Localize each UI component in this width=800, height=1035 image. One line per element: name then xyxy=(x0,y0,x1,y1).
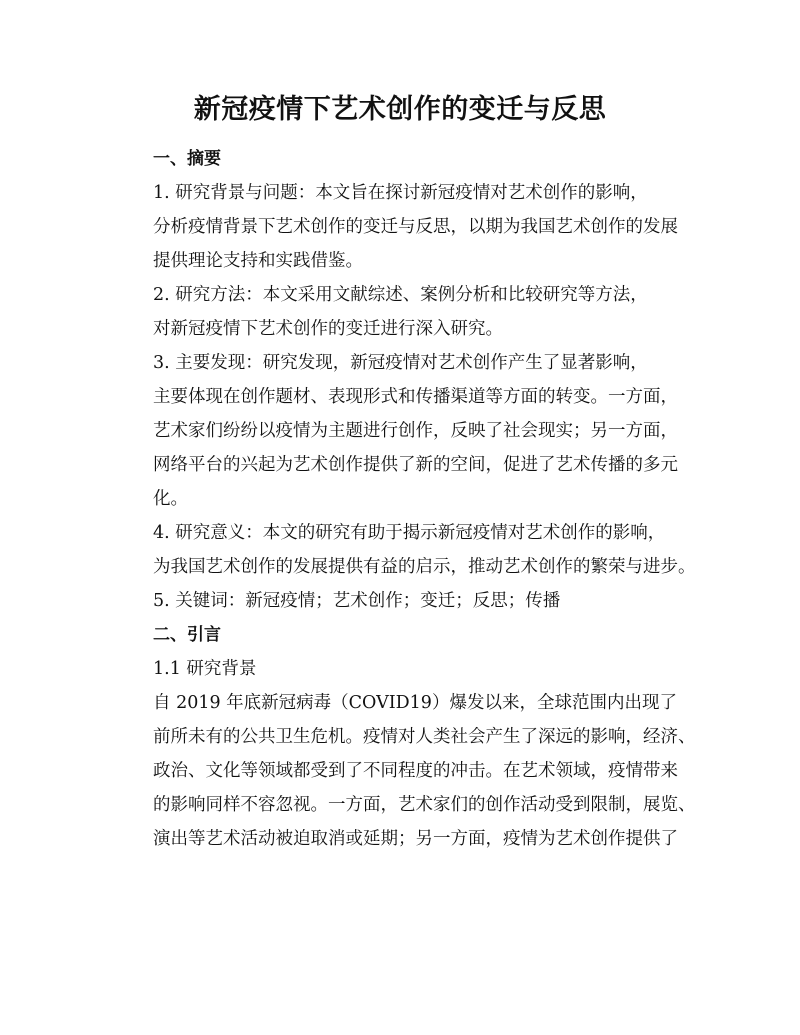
text-line: 的影响同样不容忽视。一方面，艺术家们的创作活动受到限制，展览、 xyxy=(153,795,696,815)
document-body xyxy=(118,142,698,856)
text-line: 2. 研究方法：本文采用文献综述、案例分析和比较研究等方法， xyxy=(153,285,648,305)
text-line: 4. 研究意义：本文的研究有助于揭示新冠疫情对艺术创作的影响， xyxy=(153,523,666,543)
section-heading-introduction: 二、引言 xyxy=(153,625,221,645)
abstract-item-1 xyxy=(118,176,698,278)
text-line: 主要体现在创作题材、表现形式和传播渠道等方面的转变。一方面， xyxy=(153,387,678,407)
text-line: 对新冠疫情下艺术创作的变迁进行深入研究。 xyxy=(153,319,503,339)
text-line: 艺术家们纷纷以疫情为主题进行创作，反映了社会现实；另一方面， xyxy=(153,421,678,441)
text-line: 为我国艺术创作的发展提供有益的启示，推动艺术创作的繁荣与进步。 xyxy=(153,557,696,577)
text-line: 分析疫情背景下艺术创作的变迁与反思，以期为我国艺术创作的发展 xyxy=(153,217,678,237)
text-line: 1. 研究背景与问题：本文旨在探讨新冠疫情对艺术创作的影响， xyxy=(153,183,648,203)
abstract-item-2 xyxy=(118,278,698,346)
page-title: 新冠疫情下艺术创作的变迁与反思 xyxy=(193,94,607,125)
text-line: 自 2019 年底新冠病毒（COVID19）爆发以来，全球范围内出现了 xyxy=(153,693,677,713)
abstract-item-4 xyxy=(118,516,698,584)
text-line: 网络平台的兴起为艺术创作提供了新的空间，促进了艺术传播的多元 xyxy=(153,455,678,475)
text-line: 前所未有的公共卫生危机。疫情对人类社会产生了深远的影响，经济、 xyxy=(153,727,696,747)
text-line: 5. 关键词：新冠疫情；艺术创作；变迁；反思；传播 xyxy=(153,591,561,611)
text-line: 化。 xyxy=(153,489,188,509)
text-line: 政治、文化等领域都受到了不同程度的冲击。在艺术领域，疫情带来 xyxy=(153,761,678,781)
text-line: 演出等艺术活动被迫取消或延期；另一方面，疫情为艺术创作提供了 xyxy=(153,829,678,849)
abstract-item-5-keywords xyxy=(118,584,698,618)
text-line: 提供理论支持和实践借鉴。 xyxy=(153,251,363,271)
introduction-paragraph xyxy=(118,686,698,856)
abstract-item-3 xyxy=(118,346,698,516)
subsection-heading-background: 1.1 研究背景 xyxy=(153,659,257,679)
text-line: 3. 主要发现：研究发现，新冠疫情对艺术创作产生了显著影响， xyxy=(153,353,648,373)
section-heading-abstract: 一、摘要 xyxy=(153,149,221,169)
